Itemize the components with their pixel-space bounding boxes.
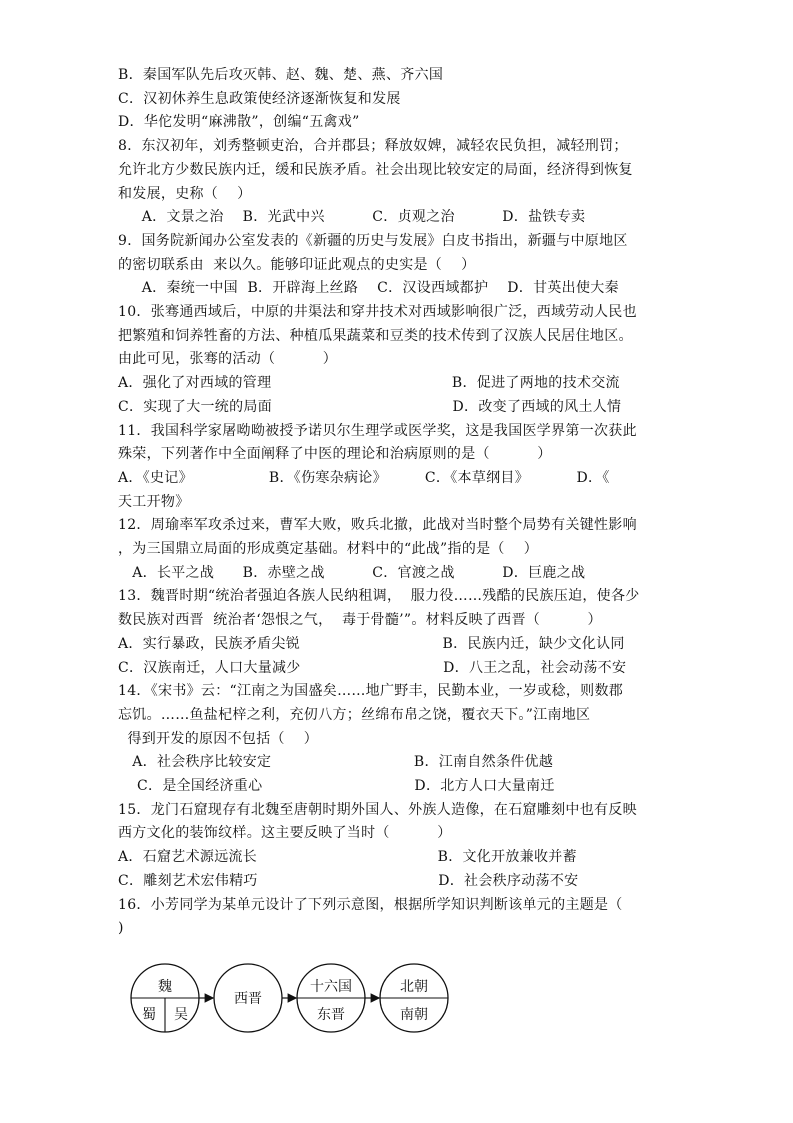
text-line: A．实行暴政，民族矛盾尖锐 B．民族内迁，缺少文化认同 xyxy=(118,635,625,652)
label-beichao: 北朝 xyxy=(400,979,428,995)
label-xijin: 西晋 xyxy=(234,991,262,1007)
text-line: 得到开发的原因不包括（ ） xyxy=(118,730,319,747)
text-line: 9．国务院新闻办公室发表的《新疆的历史与发展》白皮书指出，新疆与中原地区 xyxy=(118,232,628,249)
text-line: 12．周瑜率军攻杀过来，曹军大败，败兵北撤，此战对当时整个局势有关键性影响 xyxy=(118,517,637,534)
text-line: C．汉族南迁，人口大量减少 D．八王之乱，社会动荡不安 xyxy=(118,659,627,676)
text-line: 和发展，史称（ ） xyxy=(118,185,252,202)
text-line: 11．我国科学家屠呦呦被授予诺贝尔生理学或医学奖，这是我国医学界第一次获此 xyxy=(118,422,637,439)
text-line: 西方文化的装饰纹样。这主要反映了当时（ ） xyxy=(118,825,452,842)
text-line: D．华佗发明“麻沸散”，创编“五禽戏” xyxy=(118,114,360,131)
label-nanchao: 南朝 xyxy=(400,1007,428,1023)
label-dongjin: 东晋 xyxy=(317,1007,345,1023)
text-line: C．实现了大一统的局面 D．改变了西域的风土人情 xyxy=(118,398,622,415)
text-line: 天工开物》 xyxy=(118,493,190,510)
text-line: 由此可见，张骞的活动（ ） xyxy=(118,351,338,368)
label-shu: 蜀 xyxy=(142,1007,156,1023)
circle-xijin xyxy=(214,964,282,1032)
text-line: 殊荣，下列著作中全面阐释了中医的理论和治病原则的是（ ） xyxy=(118,446,552,463)
text-line: 10．张骞通西域后，中原的井渠法和穿井技术对西域影响很广泛，西域劳动人民也 xyxy=(118,304,637,320)
text-line: A．秦统一中国 B．开辟海上丝路 C．汉设西域都护 D．甘英出使大秦 xyxy=(118,280,619,297)
text-line: 8．东汉初年，刘秀整顿吏治，合并郡县；释放奴婢，减轻农民负担，减轻刑罚； xyxy=(118,138,628,155)
label-sixteen-kingdoms: 十六国 xyxy=(310,979,352,995)
text-line: ) xyxy=(118,920,124,937)
text-line: 15．龙门石窟现存有北魏至唐朝时期外国人、外族人造像，在石窟雕刻中也有反映 xyxy=(118,801,637,818)
text-line: 数民族对西晋 统治者‘怨恨之气， 毒于骨髓’”。材料反映了西晋（ ） xyxy=(118,612,602,629)
text-line: A．文景之治 B．光武中兴 C．贞观之治 D．盐铁专卖 xyxy=(118,209,586,226)
circle-wei-shu-wu xyxy=(131,964,199,1032)
text-line: 16．小芳同学为某单元设计了下列示意图，根据所学知识判断该单元的主题是（ xyxy=(118,896,623,913)
text-line: B．秦国军队先后攻灭韩、赵、魏、楚、燕、齐六国 xyxy=(118,67,444,83)
label-wu: 吴 xyxy=(174,1007,188,1023)
label-wei: 魏 xyxy=(158,979,172,995)
text-line: 的密切联系由 来以久。能够印证此观点的史实是（ ） xyxy=(118,256,476,273)
text-line: A．强化了对西域的管理 B．促进了两地的技术交流 xyxy=(118,375,620,392)
text-line: 13．魏晋时期“统治者强迫各族人民纳租调， 服力役……残酷的民族压迫，使各少 xyxy=(118,588,640,605)
text-line: 14．《宋书》云：“江南之为国盛矣……地广野丰，民勤本业，一岁或稔，则数郡 xyxy=(118,683,624,700)
text-line: A．长平之战 B．赤壁之战 C．官渡之战 D．巨鹿之战 xyxy=(118,564,586,581)
text-line: A．社会秩序比较安定 B．江南自然条件优越 xyxy=(118,754,554,771)
text-line: ，为三国鼎立局面的形成奠定基础。材料中的“此战”指的是（ ） xyxy=(118,541,539,557)
text-line: A．石窟艺术源远流长 B．文化开放兼收并蓄 xyxy=(118,849,577,866)
text-line: 允许北方少数民族内迁，缓和民族矛盾。社会出现比较安定的局面，经济得到恢复 xyxy=(118,161,633,178)
text-line: 把繁殖和饲养牲畜的方法、种植瓜果蔬菜和豆类的技术传到了汉族人民居住地区。 xyxy=(118,327,633,344)
text-line: 忘饥。……鱼盐杞梓之利，充仞八方；丝绵布帛之饶，覆衣天下。”江南地区 xyxy=(118,706,591,723)
dynasty-flow-diagram xyxy=(118,960,458,1060)
circle-sixteen-kingdoms-dongjin xyxy=(297,964,365,1032)
circle-beichao-nanchao xyxy=(380,964,448,1032)
text-line: C．雕刻艺术宏伟精巧 D．社会秩序动荡不安 xyxy=(118,872,579,889)
text-line: C．是全国经济重心 D．北方人口大量南迁 xyxy=(118,778,555,794)
text-line: A．《史记》 B．《伤寒杂病论》 C．《本草纲目》 D．《 xyxy=(118,469,610,486)
text-line: C．汉初休养生息政策使经济逐渐恢复和发展 xyxy=(118,90,401,107)
